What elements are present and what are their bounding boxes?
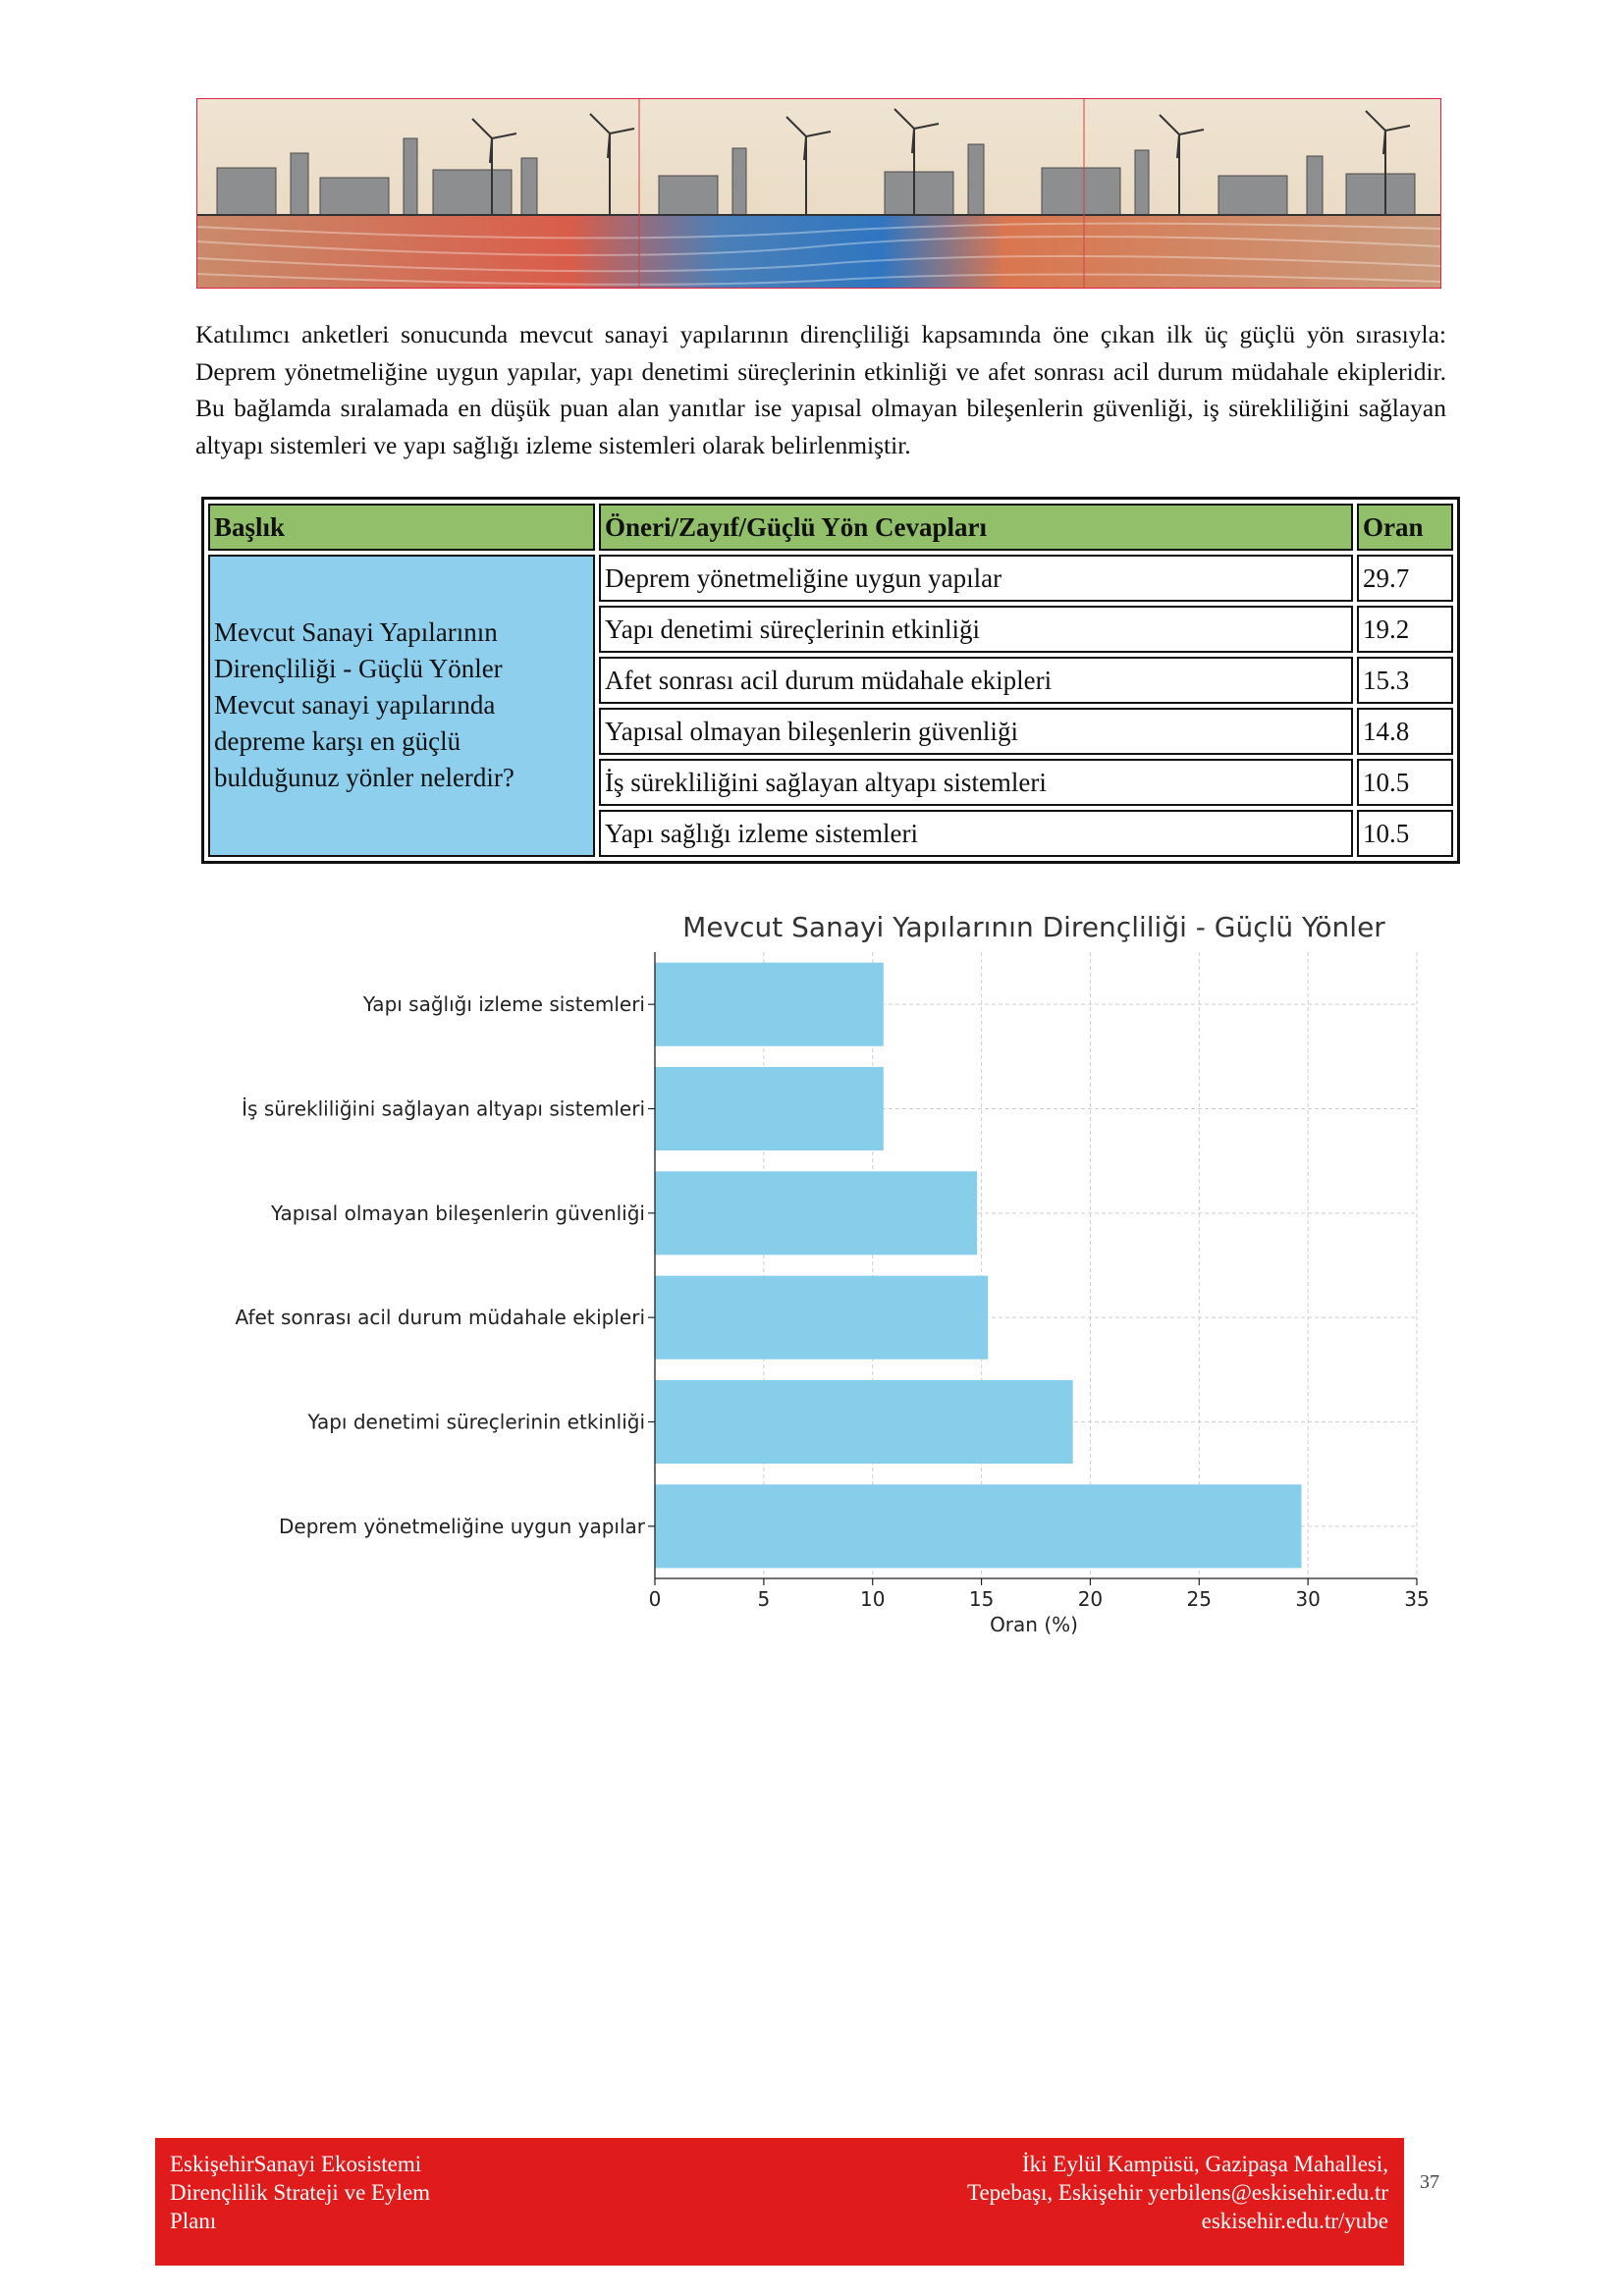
x-tick-label: 10: [859, 1587, 886, 1611]
footer-left-line: EskişehirSanayi Ekosistemi: [170, 2152, 422, 2176]
footer-right: [839, 2150, 1388, 2235]
page-footer: [155, 2138, 1404, 2266]
bar: [655, 1380, 1073, 1464]
y-tick-label: Deprem yönetmeliğine uygun yapılar: [278, 1514, 645, 1538]
chart-title: Mevcut Sanayi Yapılarının Dirençliliği - Güçlü Yönler: [682, 911, 1385, 943]
footer-right-line: İki Eylül Kampüsü, Gazipaşa Mahallesi,: [1021, 2152, 1388, 2176]
rate-cell: 29.7: [1357, 555, 1453, 602]
footer-right-line: eskisehir.edu.tr/yube: [1201, 2209, 1388, 2233]
intro-paragraph: Katılımcı anketleri sonucunda mevcut sanayi yapılarının dirençliliği kapsamında öne çıkan ilk üç güçlü yön sırasıyla: Deprem yönetmeliğine uygun yapılar, yapı denetimi süreçlerinin etkinliği ve afet sonrası acil durum müdahale ekipleridir. Bu bağlamda sıralamada en düşük puan alan yanıtlar ise yapısal olmayan bileşenlerin güvenliği, iş sürekliliğini sağlayan altyapı sistemleri ve yapı sağlığı izleme sistemleri olarak belirlenmiştir.: [195, 320, 1446, 459]
bar: [655, 963, 884, 1046]
x-tick-label: 15: [968, 1587, 995, 1611]
rate-cell: 19.2: [1357, 606, 1453, 653]
answer-cell: Deprem yönetmeliğine uygun yapılar: [599, 555, 1353, 602]
x-tick-label: 30: [1295, 1587, 1321, 1611]
header-banner-illustration: [196, 98, 1441, 289]
rate-cell: 14.8: [1357, 708, 1453, 755]
header-topic: Başlık: [208, 504, 595, 551]
footer-left: [170, 2150, 563, 2235]
table-header-row: [208, 504, 1453, 551]
bar-chart: [201, 903, 1443, 1649]
header-answers: Öneri/Zayıf/Güçlü Yön Cevapları: [599, 504, 1353, 551]
answer-cell: İş sürekliliğini sağlayan altyapı sistemleri: [599, 759, 1353, 806]
y-tick-label: Yapı denetimi süreçlerinin etkinliği: [307, 1410, 645, 1434]
footer-left-line: Dirençlilik Strateji ve Eylem: [170, 2180, 431, 2205]
answer-cell: Yapısal olmayan bileşenlerin güvenliği: [599, 708, 1353, 755]
header-rate: Oran: [1357, 504, 1453, 551]
footer-right-line: Tepebaşı, Eskişehir yerbilens@eskisehir.edu.tr: [967, 2180, 1388, 2205]
rate-cell: 15.3: [1357, 657, 1453, 704]
x-tick-label: 20: [1077, 1587, 1104, 1611]
x-axis-label: Oran (%): [990, 1613, 1078, 1636]
x-tick-label: 25: [1186, 1587, 1213, 1611]
bar: [655, 1171, 977, 1255]
x-tick-label: 5: [757, 1587, 771, 1611]
answer-cell: Afet sonrası acil durum müdahale ekipleri: [599, 657, 1353, 704]
answer-cell: Yapı denetimi süreçlerinin etkinliği: [599, 606, 1353, 653]
page-number: 37: [1420, 2171, 1439, 2193]
x-tick-label: 35: [1404, 1587, 1430, 1611]
responses-table: [201, 497, 1460, 864]
x-tick-label: 0: [648, 1587, 662, 1611]
bar: [655, 1484, 1301, 1568]
y-tick-label: Yapı sağlığı izleme sistemleri: [362, 992, 645, 1017]
answer-cell: Yapı sağlığı izleme sistemleri: [599, 810, 1353, 857]
industrial-landscape-image: [197, 99, 1440, 288]
y-tick-label: Afet sonrası acil durum müdahale ekipleri: [235, 1306, 645, 1330]
y-tick-label: İş sürekliliğini sağlayan altyapı sistemleri: [242, 1096, 645, 1121]
rate-cell: 10.5: [1357, 810, 1453, 857]
rate-cell: 10.5: [1357, 759, 1453, 806]
topic-cell: Mevcut Sanayi Yapılarının Dirençliliği - Güçlü Yönler Mevcut sanayi yapılarında depreme karşı en güçlü bulduğunuz yönler nelerdir?: [208, 555, 595, 857]
bar: [655, 1067, 884, 1150]
bar: [655, 1276, 988, 1360]
bar-chart-svg: [201, 903, 1443, 1649]
table-row: [208, 555, 1453, 602]
footer-left-line: Planı: [170, 2209, 217, 2233]
y-tick-label: Yapısal olmayan bileşenlerin güvenliği: [271, 1201, 645, 1225]
